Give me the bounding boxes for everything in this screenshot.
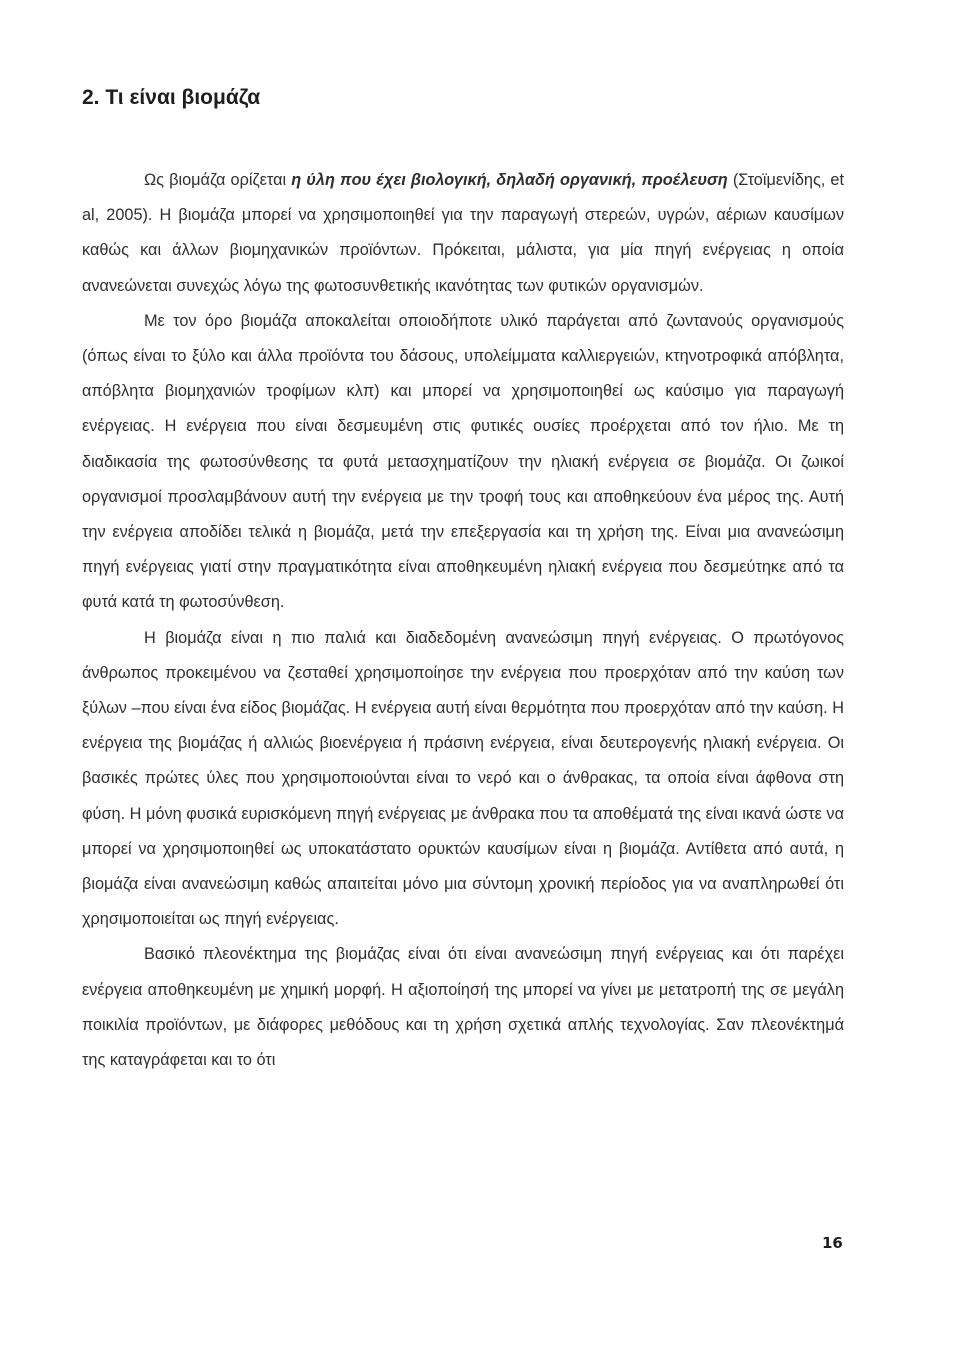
paragraph-1-lead: Ως βιομάζα ορίζεται	[144, 171, 292, 189]
paragraph-1	[82, 163, 844, 304]
section-heading: 2. Τι είναι βιομάζα	[82, 86, 261, 109]
paragraph-4: Βασικό πλεονέκτημα της βιομάζας είναι ότι είναι ανανεώσιμη πηγή ενέργειας και ότι παρέχει ενέργεια αποθηκευμένη με χημική μορφή. Η αξιοποίησή της μπορεί να γίνει με μετατροπή της σε μεγάλη ποικιλία προϊόντων, με διάφορες μεθόδους και τη χρήση σχετικά απλής τεχνολογίας. Σαν πλεονέκτημά της καταγράφεται και το ότι	[82, 945, 844, 1070]
paragraph-2: Με τον όρο βιομάζα αποκαλείται οποιοδήποτε υλικό παράγεται από ζωντανούς οργανισμούς (όπως είναι το ξύλο και άλλα προϊόντα του δάσους, υπολείμματα καλλιεργειών, κτηνοτροφικά απόβλητα, απόβλητα βιομηχανιών τροφίμων κλπ) και μπορεί να χρησιμοποιηθεί ως καύσιμο για παραγωγή ενέργειας. Η ενέργεια που είναι δεσμευμένη στις φυτικές ουσίες προέρχεται από τον ήλιο. Με τη διαδικασία της φωτοσύνθεσης τα φυτά μετασχηματίζουν την ηλιακή ενέργεια σε βιομάζα. Οι ζωικοί οργανισμοί προσλαμβάνουν αυτή την ενέργεια με την τροφή τους και αποθηκεύουν ένα μέρος της. Αυτή την ενέργεια αποδίδει τελικά η βιομάζα, μετά την επεξεργασία και τη χρήση της. Είναι μια ανανεώσιμη πηγή ενέργειας γιατί στην πραγματικότητα είναι αποθηκευμένη ηλιακή ενέργεια που δεσμεύτηκε από τα φυτά κατά τη φωτοσύνθεση.	[82, 311, 844, 612]
paragraph-3: Η βιομάζα είναι η πιο παλιά και διαδεδομένη ανανεώσιμη πηγή ενέργειας. Ο πρωτόγονος άνθρωπος προκειμένου να ζεσταθεί χρησιμοποίησε την ενέργεια που προερχόταν από την καύση των ξύλων –που είναι ένα είδος βιομάζας. Η ενέργεια αυτή είναι θερμότητα που προερχόταν από την καύση. Η ενέργεια της βιομάζας ή αλλιώς βιοενέργεια ή πράσινη ενέργεια, είναι δευτερογενής ηλιακή ενέργεια. Οι βασικές πρώτες ύλες που χρησιμοποιούνται είναι το νερό και ο άνθρακας, τα οποία είναι άφθονα στη φύση. Η μόνη φυσικά ευρισκόμενη πηγή ενέργειας με άνθρακα που τα αποθέματά της είναι ικανά ώστε να μπορεί να χρησιμοποιηθεί ως υποκατάστατο ορυκτών καυσίμων είναι η βιομάζα. Αντίθετα από αυτά, η βιομάζα είναι ανανεώσιμη καθώς απαιτείται μόνο μια σύντομη χρονική περίοδος για να αναπληρωθεί ότι χρησιμοποιείται ως πηγή ενέργειας.	[82, 628, 844, 929]
paragraph-1-rest: (Στοϊμενίδης, et al, 2005). Η βιομάζα μπορεί να χρησιμοποιηθεί για την παραγωγή στερεών, υγρών, αέριων καυσίμων καθώς και άλλων βιομηχανικών προϊόντων. Πρόκειται, μάλιστα, για μία πηγή ενέργειας η οποία ανανεώνεται συνεχώς λόγω της φωτοσυνθετικής ικανότητας των φυτικών οργανισμών.	[82, 171, 844, 295]
biomass-definition-emphasis: η ύλη που έχει βιολογική, δηλαδή οργανική, προέλευση	[291, 171, 728, 189]
page-number: 16	[822, 1234, 843, 1252]
body-text	[82, 163, 844, 1078]
